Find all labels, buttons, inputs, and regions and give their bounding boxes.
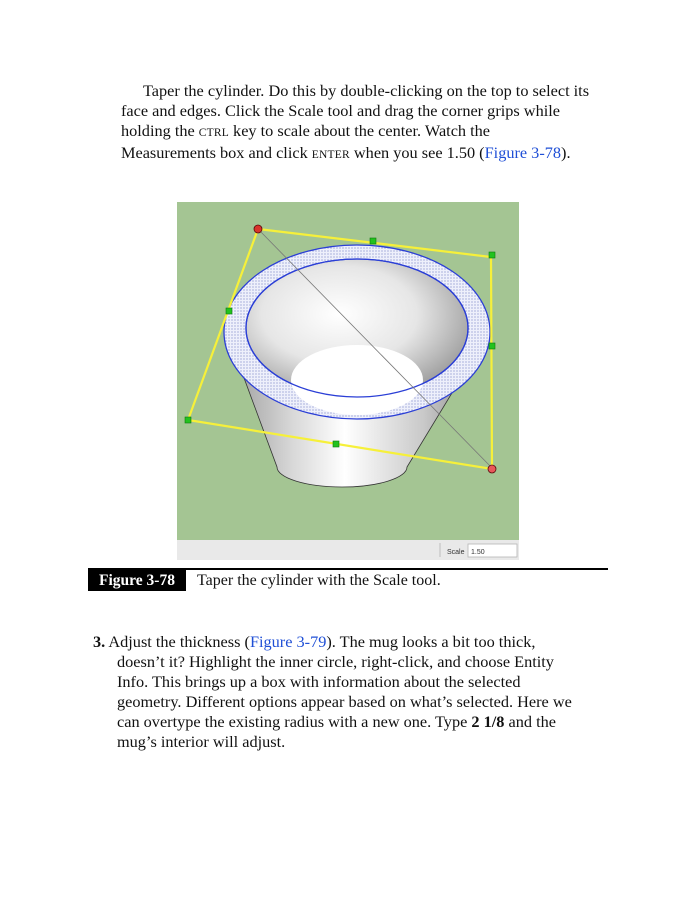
- intro-text: key to scale about the center. Watch the: [228, 121, 491, 140]
- grip-top-left-active[interactable]: [254, 225, 262, 233]
- mug-bottom: [291, 345, 423, 415]
- intro-line-1: Taper the cylinder. Do this by double-clicking on the top to select its: [143, 81, 590, 100]
- grip-bottom-right-opposite[interactable]: [488, 465, 496, 473]
- step-3-line-1: [93, 632, 603, 652]
- intro-text: holding the: [121, 121, 199, 140]
- grip-left[interactable]: [226, 308, 232, 314]
- intro-paragraph: [121, 81, 621, 165]
- step-number: 3.: [93, 632, 106, 651]
- grip-top-right[interactable]: [489, 252, 495, 258]
- step-text: can overtype the existing radius with a new one. Type: [117, 712, 472, 731]
- sketchup-viewport: [177, 202, 519, 560]
- figure-3-79-link[interactable]: Figure 3-79: [249, 632, 327, 651]
- figure-label: Figure 3-78: [88, 570, 186, 591]
- step-3-line-5: [93, 712, 603, 732]
- measurements-label: Scale: [447, 549, 465, 556]
- enter-key: ENTER: [311, 149, 350, 161]
- grip-bottom[interactable]: [333, 441, 339, 447]
- intro-text: ).: [561, 143, 571, 162]
- step-3-paragraph: [93, 632, 603, 752]
- intro-line-4: [121, 143, 621, 165]
- sketchup-figure: [177, 202, 519, 560]
- step-3-line-2: doesn’t it? Highlight the inner circle, right-click, and choose Entity: [117, 652, 554, 671]
- measurements-value: 1.50: [471, 549, 485, 556]
- step-text: and the: [504, 712, 556, 731]
- grip-bottom-left[interactable]: [185, 417, 191, 423]
- step-text: Adjust the thickness (: [105, 632, 250, 651]
- step-3-line-3: Info. This brings up a box with information about the selected: [117, 672, 521, 691]
- step-3-line-6: mug’s interior will adjust.: [117, 732, 286, 751]
- step-text: ). The mug looks a bit too thick,: [326, 632, 536, 651]
- radius-value: 2 1/8: [471, 712, 505, 731]
- intro-line-3: [121, 121, 621, 143]
- step-3-line-4: geometry. Different options appear based on what’s selected. Here we: [117, 692, 572, 711]
- intro-line-2: face and edges. Click the Scale tool and drag the corner grips while: [121, 101, 560, 120]
- ctrl-key: CTRL: [198, 127, 229, 139]
- grip-top[interactable]: [370, 238, 376, 244]
- intro-text: Measurements box and click: [121, 143, 312, 162]
- intro-text: when you see 1.50 (: [349, 143, 485, 162]
- figure-caption: Taper the cylinder with the Scale tool.: [197, 572, 441, 589]
- figure-3-78-link[interactable]: Figure 3-78: [484, 143, 562, 162]
- grip-right[interactable]: [489, 343, 495, 349]
